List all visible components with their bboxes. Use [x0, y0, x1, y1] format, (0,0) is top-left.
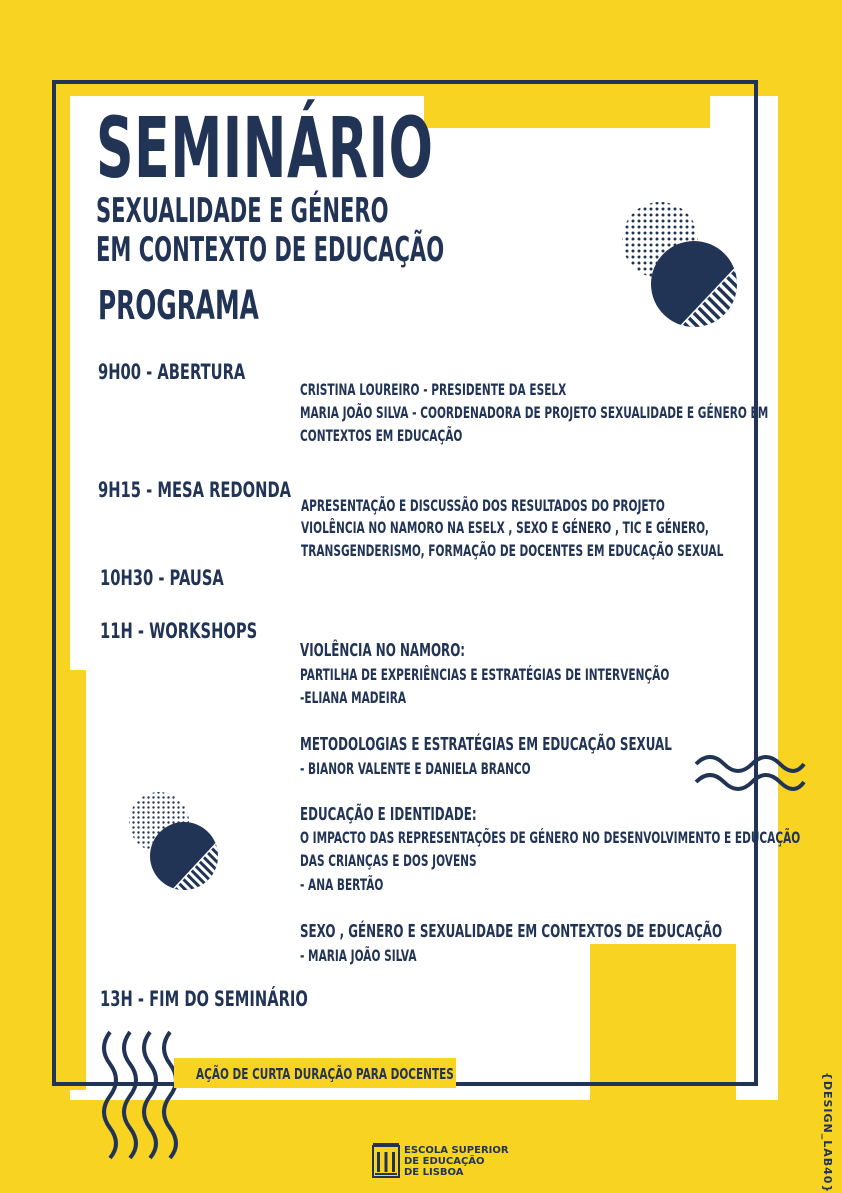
workshop-title: METODOLOGIAS E ESTRATÉGIAS EM EDUCAÇÃO SEXUAL	[300, 734, 672, 755]
programa-heading: PROGRAMA	[98, 283, 259, 329]
workshop-line: - MARIA JOÃO SILVA	[300, 946, 417, 965]
building-icon	[372, 1143, 400, 1179]
designer-credit: {DESIGN_LAB40}	[821, 1072, 834, 1193]
time-workshops: 11H - WORKSHOPS	[100, 619, 258, 643]
abertura-line: MARIA JOÃO SILVA - COORDENADORA DE PROJETO SEXUALIDADE E GÉNERO EM	[300, 403, 769, 422]
workshop-line: -ELIANA MADEIRA	[300, 688, 407, 707]
subtitle-line-1: SEXUALIDADE E GÉNERO	[96, 191, 389, 231]
wave-lines-right	[694, 752, 806, 796]
workshop-title: VIOLÊNCIA NO NAMORO:	[300, 640, 466, 661]
workshop-line: - ANA BERTÃO	[300, 875, 384, 894]
subtitle-line-2: EM CONTEXTO DE EDUCAÇÃO	[96, 230, 445, 270]
workshop-title: SEXO , GÉNERO E SEXUALIDADE EM CONTEXTOS DE EDUCAÇÃO	[300, 921, 723, 942]
workshop-title: EDUCAÇÃO E IDENTIDADE:	[300, 804, 477, 825]
workshop-line: - BIANOR VALENTE E DANIELA BRANCO	[300, 759, 531, 778]
time-pausa: 10H30 - PAUSA	[100, 566, 224, 590]
workshop-line: DAS CRIANÇAS E DOS JOVENS	[300, 851, 477, 870]
mesa-line: TRANSGENDERISMO, FORMAÇÃO DE DOCENTES EM EDUCAÇÃO SEXUAL	[301, 541, 724, 560]
wave-lines-bottom-left	[100, 1030, 180, 1160]
time-mesa-redonda: 9H15 - MESA REDONDA	[98, 478, 292, 502]
workshop-line: PARTILHA DE EXPERIÊNCIAS E ESTRATÉGIAS DE INTERVENÇÃO	[300, 665, 670, 684]
abertura-line: CONTEXTOS EM EDUCAÇÃO	[300, 426, 463, 445]
mesa-line: APRESENTAÇÃO E DISCUSSÃO DOS RESULTADOS DO PROJETO	[301, 496, 665, 515]
info-bar-label: AÇÃO DE CURTA DURAÇÃO PARA DOCENTES	[196, 1065, 454, 1083]
logo-line-2: DE EDUCAÇÃO	[404, 1156, 485, 1167]
time-fim: 13H - FIM DO SEMINÁRIO	[100, 987, 308, 1011]
page-title: SEMINÁRIO	[96, 99, 434, 197]
mesa-line: VIOLÊNCIA NO NAMORO NA ESELX , SEXO E GÉNERO , TIC E GÉNERO,	[301, 518, 709, 537]
workshop-line: O IMPACTO DAS REPRESENTAÇÕES DE GÉNERO NO DESENVOLVIMENTO E EDUCAÇÃO	[300, 828, 801, 847]
logo-line-1: ESCOLA SUPERIOR	[404, 1145, 509, 1156]
circles-decoration-top	[618, 200, 742, 332]
circles-decoration-left	[126, 790, 222, 894]
abertura-line: CRISTINA LOUREIRO - PRESIDENTE DA ESELX	[300, 380, 567, 399]
logo-line-3: DE LISBOA	[404, 1167, 464, 1178]
time-abertura: 9H00 - ABERTURA	[98, 360, 246, 384]
